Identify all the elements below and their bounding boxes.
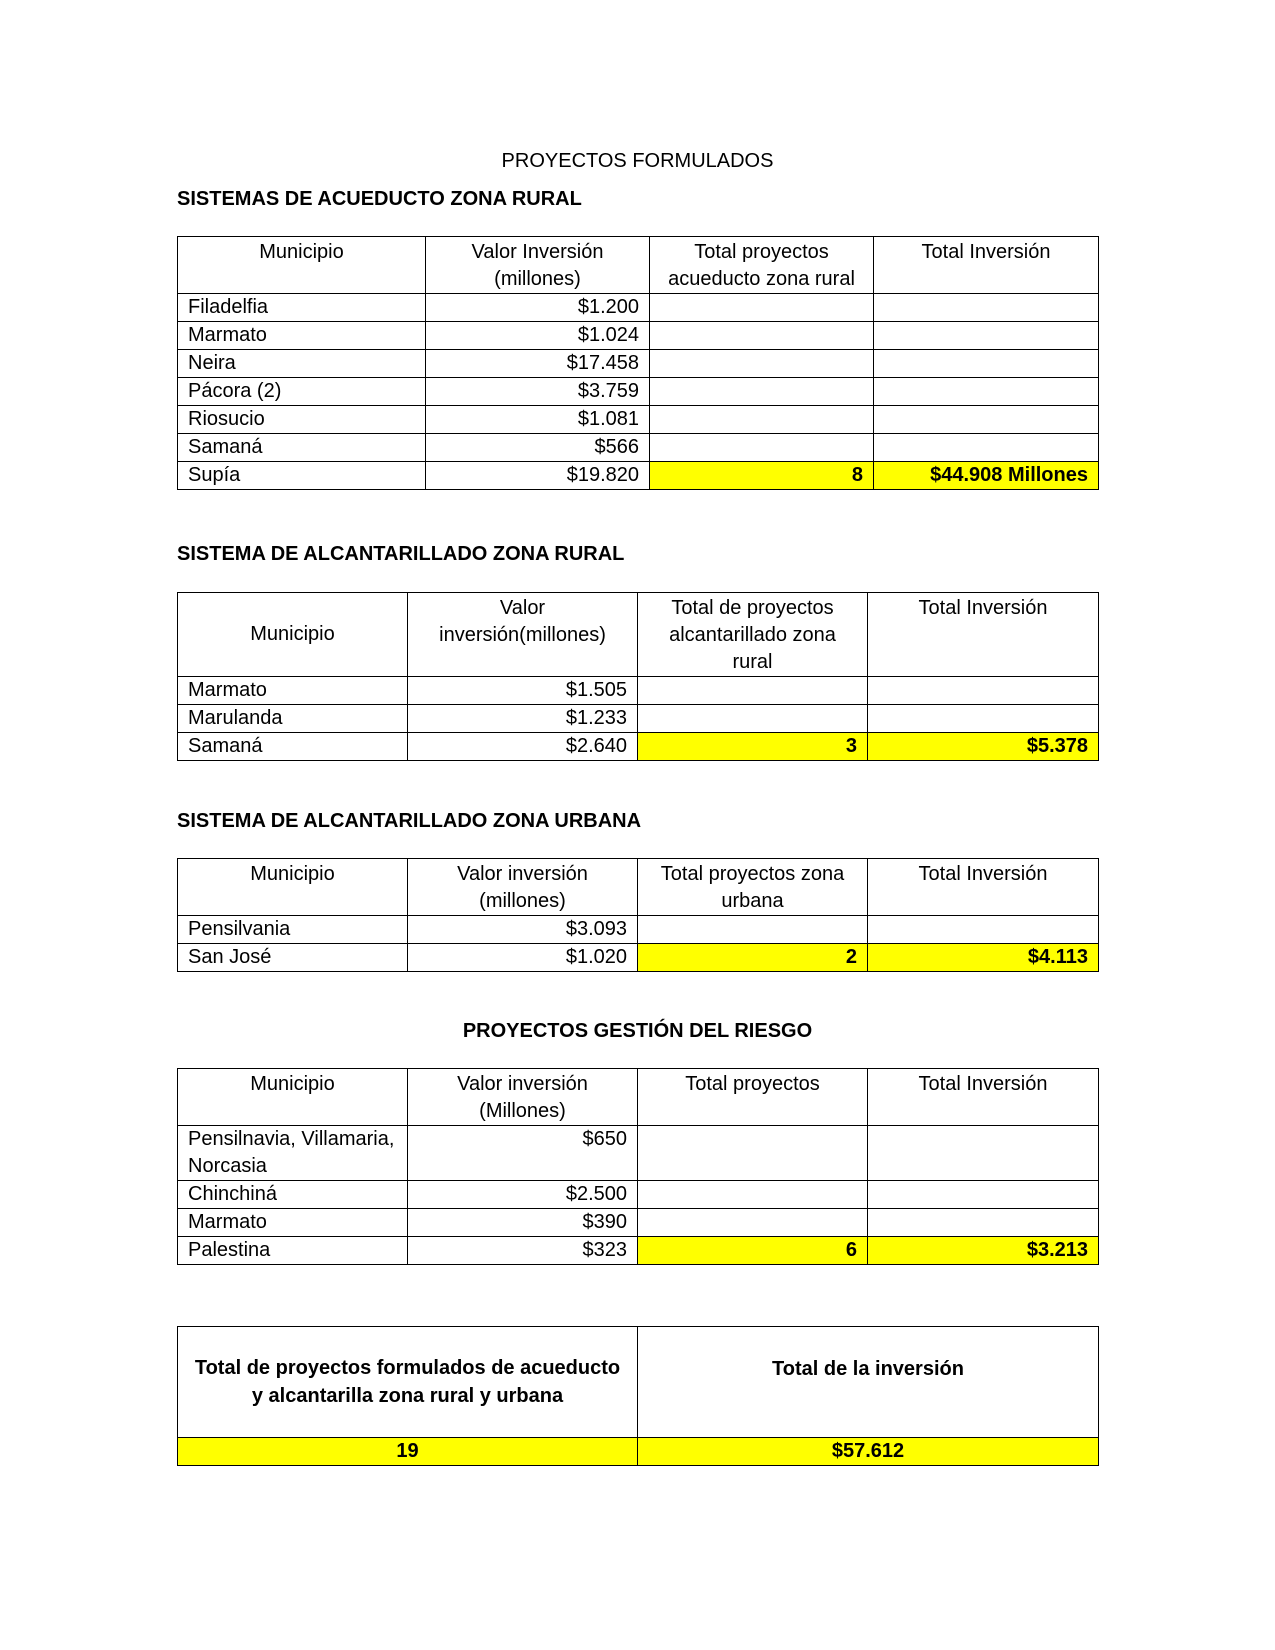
table-alcantarillado-urbana [177,858,1099,972]
table-row [178,322,1099,350]
cell-valor: $19.820 [426,462,650,490]
cell-valor: $2.500 [408,1181,638,1209]
cell-municipio: Samaná [178,434,426,462]
cell-empty [874,294,1099,322]
section-heading-acueducto-rural: SISTEMAS DE ACUEDUCTO ZONA RURAL [177,188,582,210]
table-row [178,1237,1099,1265]
header-total-inversion: Total Inversión [868,593,1099,677]
cell-municipio: San José [178,944,408,972]
cell-valor: $17.458 [426,350,650,378]
cell-empty [874,322,1099,350]
header-total-inversion: Total Inversión [868,1069,1099,1126]
cell-valor: $1.200 [426,294,650,322]
cell-total-inversion: $4.113 [868,944,1099,972]
cell-municipio: Marmato [178,1209,408,1237]
cell-valor: $566 [426,434,650,462]
header-valor-inversion: Valor inversión (Millones) [408,1069,638,1126]
table-row [178,1126,1099,1181]
cell-municipio: Samaná [178,733,408,761]
cell-empty [638,677,868,705]
table-acueducto-rural [177,236,1099,490]
header-total-inversion: Total Inversión [868,859,1099,916]
cell-valor: $1.020 [408,944,638,972]
table-row [178,733,1099,761]
cell-municipio: Pensilvania [178,916,408,944]
header-valor-inversion: Valor inversión (millones) [408,859,638,916]
cell-municipio: Filadelfia [178,294,426,322]
header-total-inversion: Total Inversión [874,237,1099,294]
header-total-proyectos: Total proyectos [638,1069,868,1126]
cell-municipio: Chinchiná [178,1181,408,1209]
cell-total-inversion: $44.908 Millones [874,462,1099,490]
header-total-proyectos: Total proyectos zona urbana [638,859,868,916]
table-header-row [178,859,1099,916]
cell-valor: $2.640 [408,733,638,761]
summary-header-total-proyectos: Total de proyectos formulados de acueducto y alcantarilla zona rural y urbana [178,1327,638,1438]
table-row [178,1181,1099,1209]
table-header-row [178,593,1099,677]
cell-empty [868,677,1099,705]
cell-valor: $650 [408,1126,638,1181]
cell-municipio: Pensilnavia, Villamaria, Norcasia [178,1126,408,1181]
table-row [178,705,1099,733]
cell-valor: $1.024 [426,322,650,350]
table-header-row [178,237,1099,294]
cell-empty [868,916,1099,944]
table-header-row [178,1069,1099,1126]
cell-empty [650,350,874,378]
header-municipio: Municipio [178,859,408,916]
cell-empty [638,705,868,733]
summary-header-row [178,1327,1099,1438]
cell-empty [868,705,1099,733]
cell-total-proyectos: 6 [638,1237,868,1265]
table-alcantarillado-rural [177,592,1099,761]
section-heading-alcantarillado-urbana: SISTEMA DE ALCANTARILLADO ZONA URBANA [177,810,642,832]
cell-empty [874,378,1099,406]
table-row [178,944,1099,972]
summary-total-row [178,1438,1099,1466]
cell-valor: $3.093 [408,916,638,944]
cell-municipio: Riosucio [178,406,426,434]
section-heading-gestion-riesgo: PROYECTOS GESTIÓN DEL RIESGO [462,1020,813,1042]
cell-municipio: Marmato [178,322,426,350]
table-row [178,434,1099,462]
cell-empty [874,406,1099,434]
header-valor-inversion: Valor inversión(millones) [408,593,638,677]
cell-total-proyectos: 3 [638,733,868,761]
cell-valor: $390 [408,1209,638,1237]
cell-empty [868,1126,1099,1181]
summary-total-inversion: $57.612 [638,1438,1099,1466]
header-municipio: Municipio [178,237,426,294]
cell-municipio: Marmato [178,677,408,705]
table-row [178,350,1099,378]
table-row [178,406,1099,434]
cell-empty [650,406,874,434]
cell-municipio: Neira [178,350,426,378]
header-total-proyectos: Total de proyectos alcantarillado zona rural [638,593,868,677]
table-summary [177,1326,1099,1466]
cell-municipio: Supía [178,462,426,490]
header-municipio: Municipio [178,1069,408,1126]
cell-municipio: Palestina [178,1237,408,1265]
table-gestion-riesgo [177,1068,1099,1265]
cell-empty [874,434,1099,462]
cell-empty [650,322,874,350]
cell-valor: $1.505 [408,677,638,705]
cell-municipio: Marulanda [178,705,408,733]
cell-total-inversion: $5.378 [868,733,1099,761]
cell-valor: $323 [408,1237,638,1265]
cell-empty [650,434,874,462]
page-title: PROYECTOS FORMULADOS [501,150,774,172]
cell-total-inversion: $3.213 [868,1237,1099,1265]
cell-empty [638,1181,868,1209]
cell-empty [650,378,874,406]
cell-empty [874,350,1099,378]
summary-header-total-inversion: Total de la inversión [638,1327,1099,1438]
cell-valor: $3.759 [426,378,650,406]
section-heading-alcantarillado-rural: SISTEMA DE ALCANTARILLADO ZONA RURAL [177,543,625,565]
cell-empty [638,1126,868,1181]
cell-valor: $1.081 [426,406,650,434]
cell-valor: $1.233 [408,705,638,733]
table-row [178,378,1099,406]
table-row [178,677,1099,705]
header-total-proyectos: Total proyectos acueducto zona rural [650,237,874,294]
cell-empty [638,1209,868,1237]
table-row [178,1209,1099,1237]
cell-total-proyectos: 2 [638,944,868,972]
cell-empty [868,1181,1099,1209]
table-row [178,294,1099,322]
cell-municipio: Pácora (2) [178,378,426,406]
cell-empty [868,1209,1099,1237]
summary-total-proyectos: 19 [178,1438,638,1466]
table-row [178,462,1099,490]
header-municipio: Municipio [178,593,408,677]
table-row [178,916,1099,944]
cell-empty [638,916,868,944]
cell-total-proyectos: 8 [650,462,874,490]
cell-empty [650,294,874,322]
header-valor-inversion: Valor Inversión (millones) [426,237,650,294]
